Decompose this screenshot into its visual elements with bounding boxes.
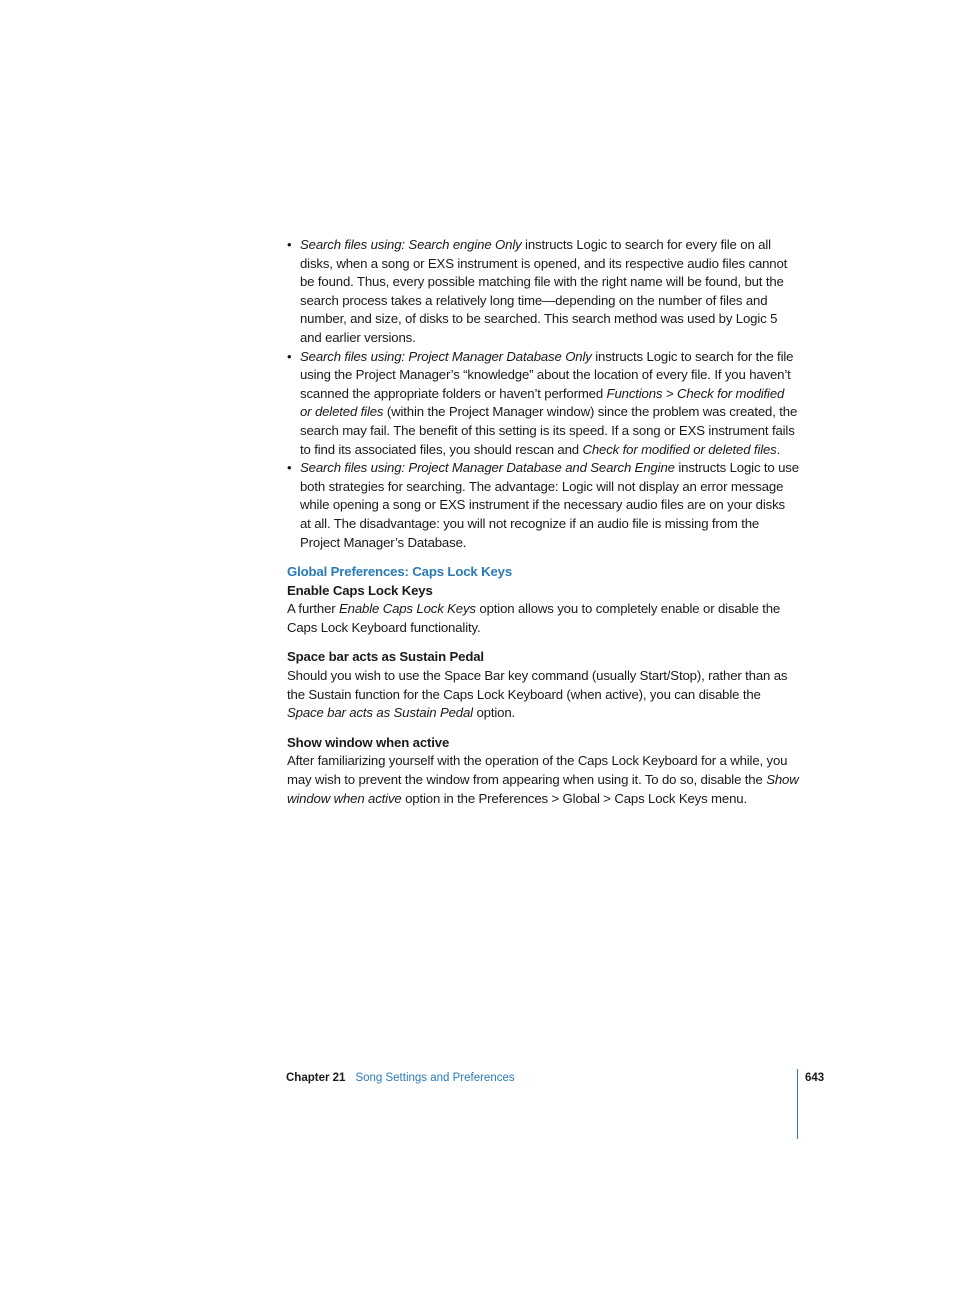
body-text: option.: [472, 705, 516, 721]
list-item: [287, 348, 799, 460]
body-text: option allows you to completely enable or disable the Caps Lock Keyboard functionality.: [287, 601, 781, 635]
section-heading: Global Preferences: Caps Lock Keys: [287, 564, 513, 580]
body-text: instructs Logic to search for every file on all disks, when a song or EXS instrument is opened, and its respective audio files cannot be found. Thus, every possible matching file with the right name will be found, but the search process takes a relatively long time—depending on the number of files and number, and size, of disks to be searched. This search method was used by Logic 5 and earlier versions.: [300, 237, 788, 345]
bullet-text: [300, 460, 799, 549]
bullet-marker: •: [287, 237, 292, 252]
subsection-paragraph: [287, 667, 799, 723]
body-text: .: [776, 441, 781, 457]
bullet-marker: •: [287, 348, 292, 364]
italic-term: Space bar acts as Sustain Pedal: [287, 705, 473, 721]
italic-term: Search files using: Project Manager Database Only: [300, 348, 592, 364]
chapter-title: Song Settings and Preferences: [355, 1072, 515, 1084]
bullet-text: [300, 349, 797, 457]
bullet-text: [300, 237, 787, 345]
page-number: 643: [805, 1072, 825, 1084]
subsection-show-window: [287, 734, 799, 808]
list-item: [287, 459, 799, 552]
italic-term: Functions > Check for modified or deleted files: [300, 385, 785, 420]
italic-term: Check for modified or deleted files: [582, 441, 777, 457]
body-text: Should you wish to use the Space Bar key command (usually Start/Stop), rather than as the Sustain function for the Caps Lock Keyboard (when active), you can disable the: [287, 668, 788, 702]
chapter-label: Chapter 21: [286, 1072, 346, 1084]
bullet-marker: •: [287, 460, 292, 476]
italic-term: Show window when active: [287, 772, 799, 806]
italic-term: Enable Caps Lock Keys: [339, 601, 476, 617]
subsection-heading: Show window when active: [287, 734, 450, 750]
body-text: instructs Logic to use both strategies for searching. The advantage: Logic will not display an error message while opening a song or EXS instrument if the necessary audio files are on your disks at all. The disadvantage: you will not recognize if an audio file is missing from the Project Manager’s Database.: [300, 460, 799, 550]
subsection-paragraph: [287, 600, 799, 637]
body-text: option in the Preferences > Global > Caps Lock Keys menu.: [401, 790, 747, 806]
body-text: After familiarizing yourself with the operation of the Caps Lock Keyboard for a while, you may wish to prevent the window from appearing when using it. To do so, disable the: [287, 753, 788, 788]
body-text: (within the Project Manager window) since the problem was created, the search may fail. The benefit of this setting is its speed. If a song or EXS instrument fails to find its associated files, you should rescan and: [300, 404, 798, 457]
page-footer: [286, 1070, 515, 1086]
italic-term: Search files using: Project Manager Database and Search Engine: [300, 460, 675, 476]
body-text: A further: [287, 601, 340, 617]
subsection-heading: Enable Caps Lock Keys: [287, 582, 433, 598]
list-item: [287, 236, 799, 348]
subsection-space-bar: [287, 648, 799, 722]
italic-term: Search files using: Search engine Only: [300, 237, 522, 252]
page-body: [287, 236, 799, 808]
subsection-heading: Space bar acts as Sustain Pedal: [287, 649, 484, 665]
subsection-paragraph: [287, 752, 799, 808]
body-text: instructs Logic to search for the file using the Project Manager’s “knowledge” about the location of every file. If you haven’t scanned the appropriate folders or haven’t performed: [300, 348, 794, 401]
subsection-enable-caps-lock: [287, 582, 799, 638]
footer-divider: [797, 1069, 798, 1139]
search-options-list: [287, 236, 799, 552]
